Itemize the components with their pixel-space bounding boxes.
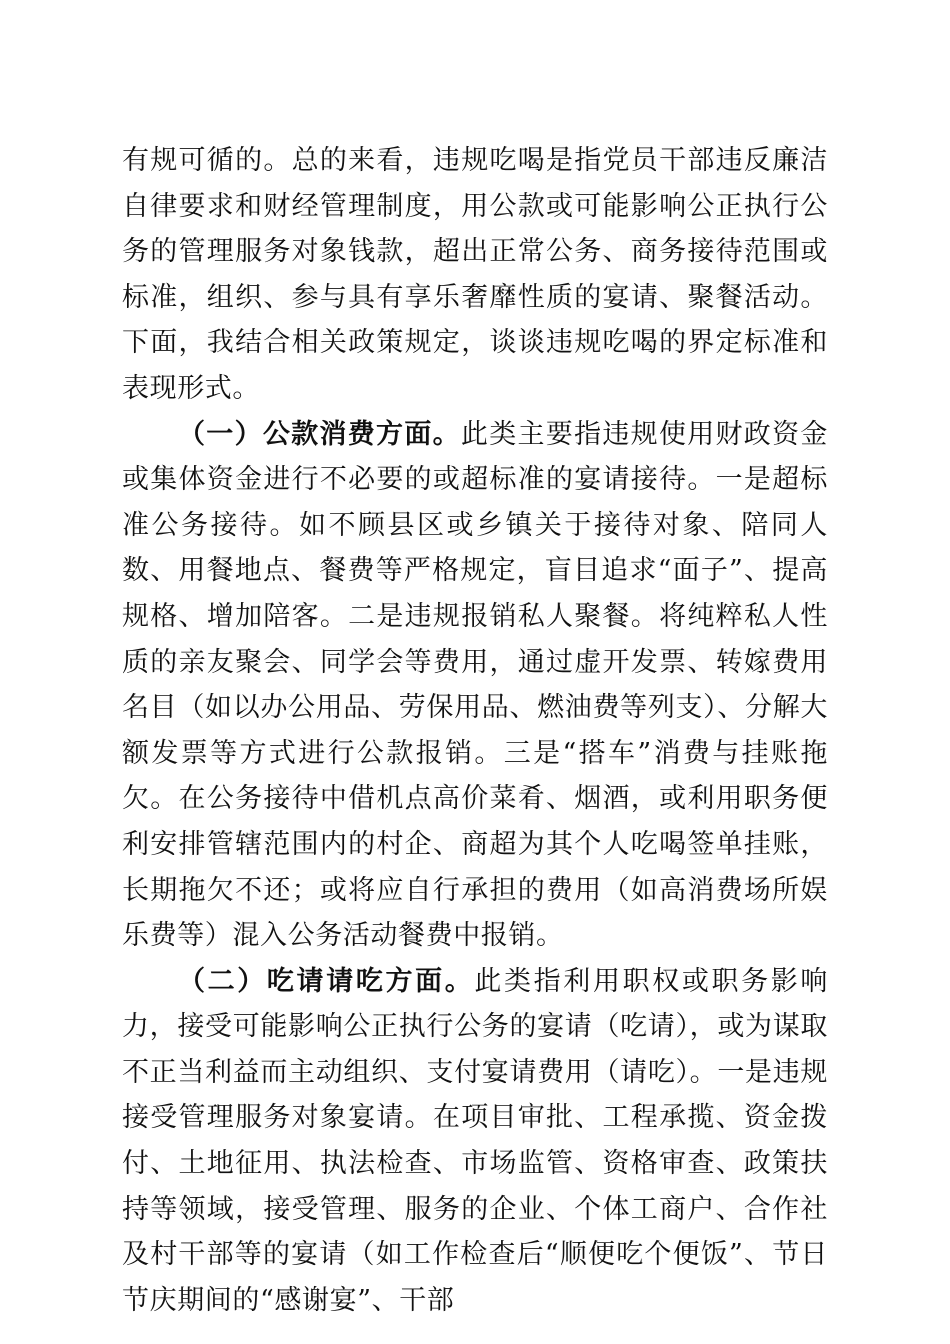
- document-body: [122, 138, 828, 1323]
- section-2-body: 此类指利用职权或职务影响力，接受可能影响公正执行公务的宴请（吃请），或为谋取不正当利益而主动组织、支付宴请费用（请吃）。一是违规接受管理服务对象宴请。在项目审批、工程承揽、资金拨付、土地征用、执法检查、市场监管、资格审查、政策扶持等领域，接受管理、服务的企业、个体工商户、合作社及村干部等的宴请（如工作检查后“顺便吃个便饭”、节日节庆期间的“感谢宴”、干部: [122, 965, 829, 1316]
- section-1-body: 此类主要指违规使用财政资金或集体资金进行不必要的或超标准的宴请接待。一是超标准公务接待。如不顾县区或乡镇关于接待对象、陪同人数、用餐地点、餐费等严格规定，盲目追求“面子”、提高规格、增加陪客。二是违规报销私人聚餐。将纯粹私人性质的亲友聚会、同学会等费用，通过虚开发票、转嫁费用名目（如以办公用品、劳保用品、燃油费等列支）、分解大额发票等方式进行公款报销。三是“搭车”消费与挂账拖欠。在公务接待中借机点高价菜肴、烟酒，或利用职务便利安排管辖范围内的村企、商超为其个人吃喝签单挂账，长期拖欠不还；或将应自行承担的费用（如高消费场所娱乐费等）混入公务活动餐费中报销。: [122, 418, 828, 952]
- section-2-heading: （二）吃请请吃方面。: [178, 965, 475, 997]
- section-1-heading: （一）公款消费方面。: [178, 418, 461, 450]
- paragraph-intro: 有规可循的。总的来看，违规吃喝是指党员干部违反廉洁自律要求和财经管理制度，用公款或可能影响公正执行公务的管理服务对象钱款，超出正常公务、商务接待范围或标准，组织、参与具有享乐奢靡性质的宴请、聚餐活动。下面，我结合相关政策规定，谈谈违规吃喝的界定标准和表现形式。: [122, 145, 828, 404]
- paragraph-section-2: [122, 959, 828, 1324]
- paragraph-section-1: [122, 412, 828, 959]
